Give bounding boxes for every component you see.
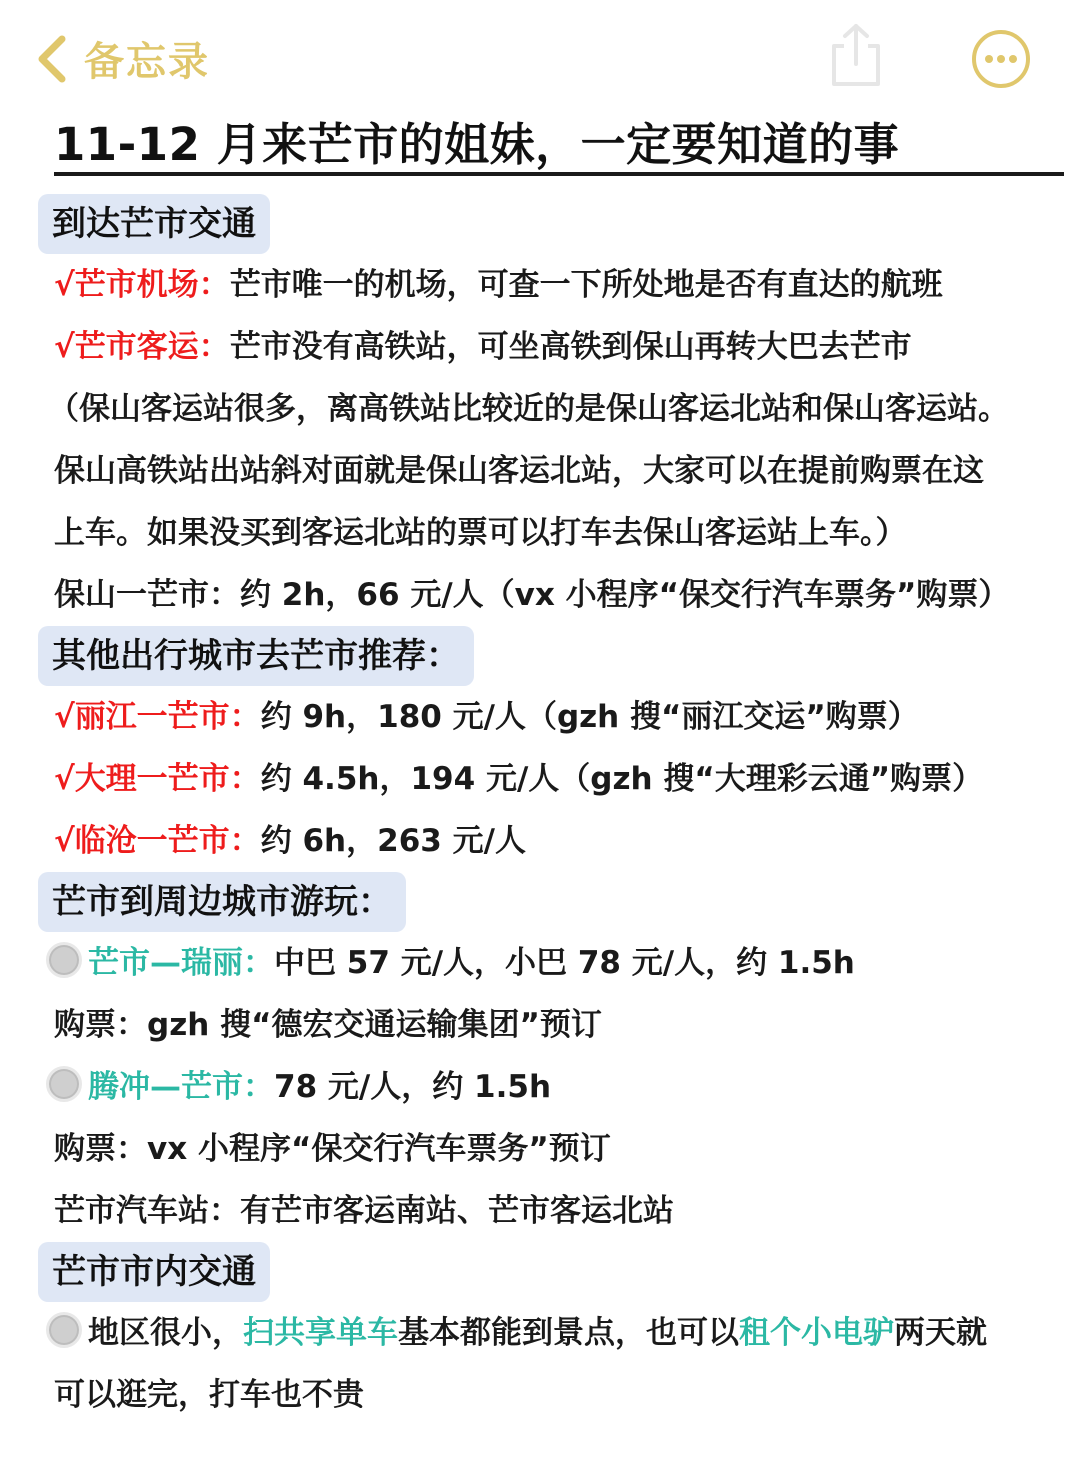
note-title: 11-12 月来芒市的姐妹，一定要知道的事	[54, 118, 900, 171]
check-mark: √	[54, 823, 75, 859]
item-label: 临沧一芒市：	[74, 823, 261, 859]
text-line: 芒市汽车站：有芒市客运南站、芒市客运北站	[54, 1193, 674, 1229]
item-text: 两天就	[894, 1315, 987, 1351]
list-item	[0, 1056, 1080, 1118]
text-line: 保山一芒市：约 2h，66 元/人（vx 小程序“保交行汽车票务”购票）	[54, 577, 1010, 613]
item-label: 芒市—瑞丽：	[88, 945, 274, 981]
nav-bar	[0, 0, 1080, 110]
text-line: 购票：vx 小程序“保交行汽车票务”预订	[54, 1131, 611, 1167]
item-label: 芒市客运：	[74, 329, 230, 365]
check-mark: √	[54, 267, 75, 303]
section-heading-other-cities: 其他出行城市去芒市推荐：	[38, 626, 474, 686]
radio-bullet-icon	[46, 1312, 82, 1348]
text-line: （保山客运站很多，离高铁站比较近的是保山客运北站和保山客运站。	[48, 391, 1009, 427]
list-item	[0, 810, 1080, 872]
check-mark: √	[54, 699, 75, 735]
section-heading-arrival: 到达芒市交通	[38, 194, 270, 254]
radio-bullet-icon	[46, 942, 82, 978]
item-text: 基本都能到景点，也可以	[398, 1315, 739, 1351]
item-label: 大理一芒市：	[74, 761, 261, 797]
item-text: 中巴 57 元/人，小巴 78 元/人，约 1.5h	[274, 945, 855, 981]
list-item	[0, 1302, 1080, 1364]
highlight-text: 扫共享单车	[243, 1315, 398, 1351]
item-text: 约 6h，263 元/人	[260, 823, 526, 859]
text-line: 购票：gzh 搜“德宏交通运输集团”预订	[54, 1007, 602, 1043]
item-text: 78 元/人，约 1.5h	[274, 1069, 552, 1105]
text-line: 保山高铁站出站斜对面就是保山客运北站，大家可以在提前购票在这	[54, 453, 984, 489]
list-item	[0, 932, 1080, 994]
check-mark: √	[54, 761, 75, 797]
highlight-text: 租个小电驴	[739, 1315, 894, 1351]
share-icon[interactable]	[826, 22, 886, 90]
item-label: 腾冲—芒市：	[88, 1069, 274, 1105]
item-text: 地区很小，	[88, 1315, 243, 1351]
item-label: 丽江一芒市：	[74, 699, 261, 735]
text-line: 上车。如果没买到客运北站的票可以打车去保山客运站上车。）	[54, 515, 907, 551]
chevron-left-icon	[34, 33, 70, 85]
list-item	[0, 748, 1080, 810]
list-item	[0, 316, 1080, 378]
item-label: 芒市机场：	[74, 267, 230, 303]
text-line: 可以逛完，打车也不贵	[54, 1377, 364, 1413]
item-text: 芒市没有高铁站，可坐高铁到保山再转大巴去芒市	[229, 329, 912, 365]
list-item	[0, 254, 1080, 316]
section-heading-local-transit: 芒市市内交通	[38, 1242, 270, 1302]
item-text: 芒市唯一的机场，可查一下所处地是否有直达的航班	[229, 267, 943, 303]
item-text: 约 4.5h，194 元/人（gzh 搜“大理彩云通”购票）	[260, 761, 984, 797]
check-mark: √	[54, 329, 75, 365]
title-divider	[54, 172, 1064, 176]
back-label: 备忘录	[84, 39, 210, 85]
item-text: 约 9h，180 元/人（gzh 搜“丽江交运”购票）	[260, 699, 919, 735]
section-heading-nearby-cities: 芒市到周边城市游玩：	[38, 872, 406, 932]
more-options-icon[interactable]	[970, 28, 1032, 90]
back-button[interactable]	[34, 30, 210, 87]
note-body[interactable]	[0, 194, 1080, 1426]
radio-bullet-icon	[46, 1066, 82, 1102]
list-item	[0, 686, 1080, 748]
